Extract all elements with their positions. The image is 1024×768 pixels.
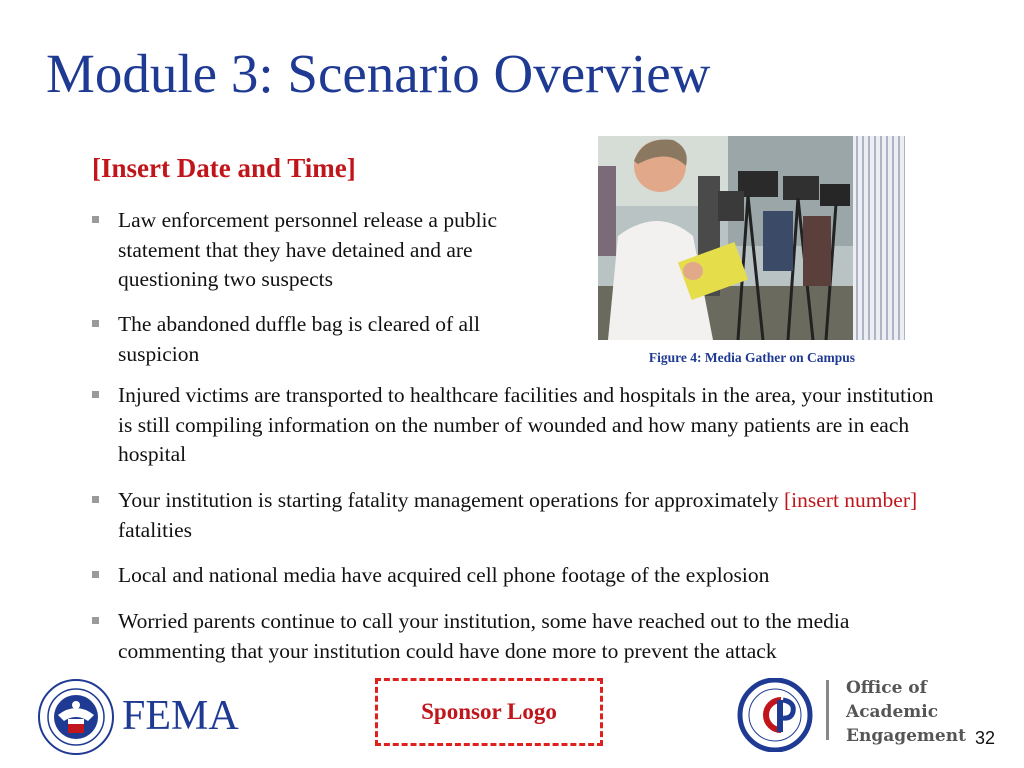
bullet-marker (92, 391, 99, 398)
dhs-seal-icon (38, 679, 114, 755)
figure-caption: Figure 4: Media Gather on Campus (648, 350, 856, 365)
fema-wordmark: FEMA (122, 693, 239, 739)
date-time-subheading: [Insert Date and Time] (92, 153, 356, 183)
bullet-item (92, 561, 948, 591)
slide-title: Module 3: Scenario Overview (46, 43, 711, 104)
office-of-academic-engagement-logo (846, 676, 966, 748)
office-line: Engagement (846, 726, 966, 746)
bullet-marker (92, 571, 99, 578)
bullet-item (92, 206, 532, 295)
bullet-marker (92, 617, 99, 624)
bullet-item (92, 310, 542, 369)
office-line: Academic (846, 702, 939, 722)
bullet-marker (92, 320, 99, 327)
media-photo (598, 136, 905, 340)
bullet-item (92, 486, 948, 545)
bullet-text: Worried parents continue to call your institution, some have reached out to the media commenting that your institution could have done more to prevent the attack (118, 609, 850, 663)
bullet-item (92, 381, 948, 470)
bullet-item (92, 607, 952, 666)
bullet-text: Law enforcement personnel release a public statement that they have detained and are questioning two suspects (118, 208, 498, 291)
footer-divider (826, 680, 829, 740)
sponsor-logo-placeholder: Sponsor Logo (375, 678, 603, 746)
bullet-marker (92, 496, 99, 503)
bullet-marker (92, 216, 99, 223)
bullet-text: Injured victims are transported to healthcare facilities and hospitals in the area, your institution is still compiling information on the number of wounded and how many patients are in each hospital (118, 383, 934, 466)
office-line: Office of (846, 678, 927, 698)
bullet-text: Your institution is starting fatality management operations for approximately [insert number] fatalities (118, 488, 918, 542)
campus-resilience-logo-icon (735, 678, 815, 752)
page-number: 32 (975, 728, 996, 748)
insert-number-placeholder: [insert number] (784, 488, 918, 512)
bullet-text: Local and national media have acquired cell phone footage of the explosion (118, 563, 770, 587)
bullet-text: The abandoned duffle bag is cleared of all suspicion (118, 312, 480, 366)
